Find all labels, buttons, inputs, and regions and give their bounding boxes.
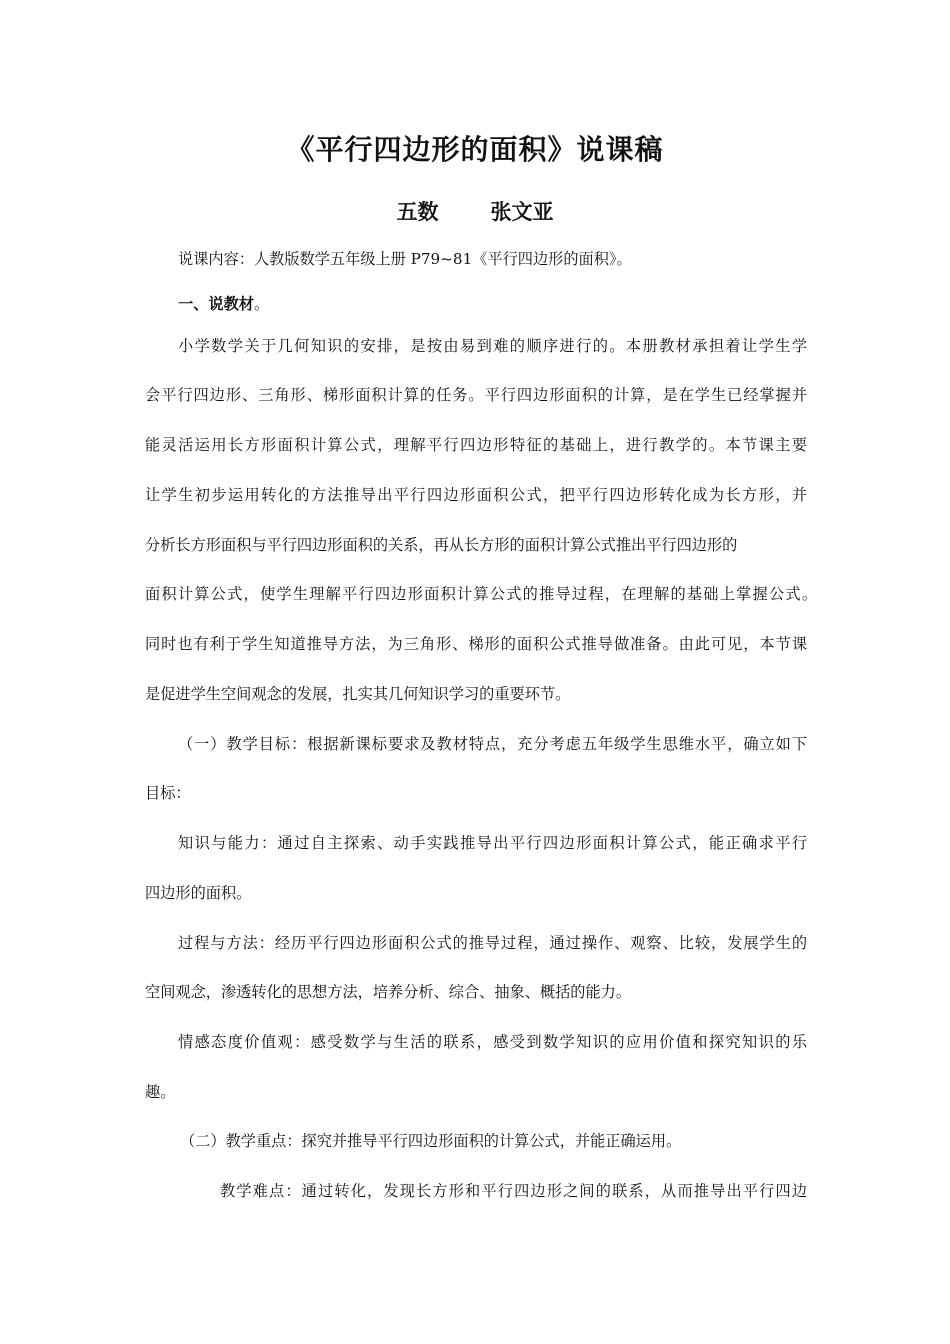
paragraph-line: 分析长方形面积与平行四边形面积的关系，再从长方形的面积计算公式推出平行四边形的 — [145, 536, 738, 554]
paragraph-line: 是促进学生空间观念的发展，扎实其几何知识学习的重要环节。 — [145, 685, 571, 703]
document-title: 《平行四边形的面积》说课稿 — [286, 133, 664, 166]
emotion-values-line: 情感态度价值观：感受数学与生活的联系，感受到数学知识的应用价值和探究知识的乐 — [178, 1033, 807, 1051]
author-name: 张文亚 — [490, 199, 554, 224]
section-heading — [178, 293, 269, 315]
paragraph-line: 让学生初步运用转化的方法推导出平行四边形面积公式，把平行四边形转化成为长方形，并 — [145, 486, 807, 504]
paragraph-line: 能灵活运用长方形面积计算公式，理解平行四边形特征的基础上，进行教学的。本节课主要 — [145, 436, 807, 454]
paragraph-line: 面积计算公式，使学生理解平行四边形面积计算公式的推导过程，在理解的基础上掌握公式。 — [145, 585, 817, 603]
process-method-line: 过程与方法：经历平行四边形面积公式的推导过程，通过操作、观察、比较，发展学生的 — [178, 934, 807, 952]
knowledge-ability-line: 四边形的面积。 — [145, 884, 252, 902]
difficulty-line: 教学难点：通过转化，发现长方形和平行四边形之间的联系，从而推导出平行四边 — [220, 1182, 807, 1200]
lesson-content-line: 说课内容：人教版数学五年级上册 P79~81《平行四边形的面积》。 — [178, 250, 632, 268]
section-heading-text: 一、说教材 — [178, 295, 254, 313]
key-points-line: （二）教学重点：探究并推导平行四边形面积的计算公式，并能正确运用。 — [180, 1132, 682, 1150]
paragraph-line: 同时也有利于学生知道推导方法，为三角形、梯形的面积公式推导做准备。由此可见，本节课 — [145, 635, 807, 653]
emotion-values-line: 趣。 — [145, 1083, 176, 1101]
author-grade: 五数 — [396, 199, 439, 224]
knowledge-ability-line: 知识与能力：通过自主探索、动手实践推导出平行四边形面积计算公式，能正确求平行 — [178, 834, 807, 852]
paragraph-line: 会平行四边形、三角形、梯形面积计算的任务。平行四边形面积的计算，是在学生已经掌握并 — [145, 386, 807, 404]
section-heading-period: 。 — [253, 295, 270, 313]
objectives-line: 目标： — [145, 784, 191, 802]
process-method-line: 空间观念，渗透转化的思想方法，培养分析、综合、抽象、概括的能力。 — [145, 983, 631, 1001]
objectives-line: （一）教学目标：根据新课标要求及教材特点，充分考虑五年级学生思维水平，确立如下 — [178, 735, 807, 753]
author-line — [0, 196, 950, 226]
paragraph-line: 小学数学关于几何知识的安排，是按由易到难的顺序进行的。本册教材承担着让学生学 — [178, 337, 807, 355]
